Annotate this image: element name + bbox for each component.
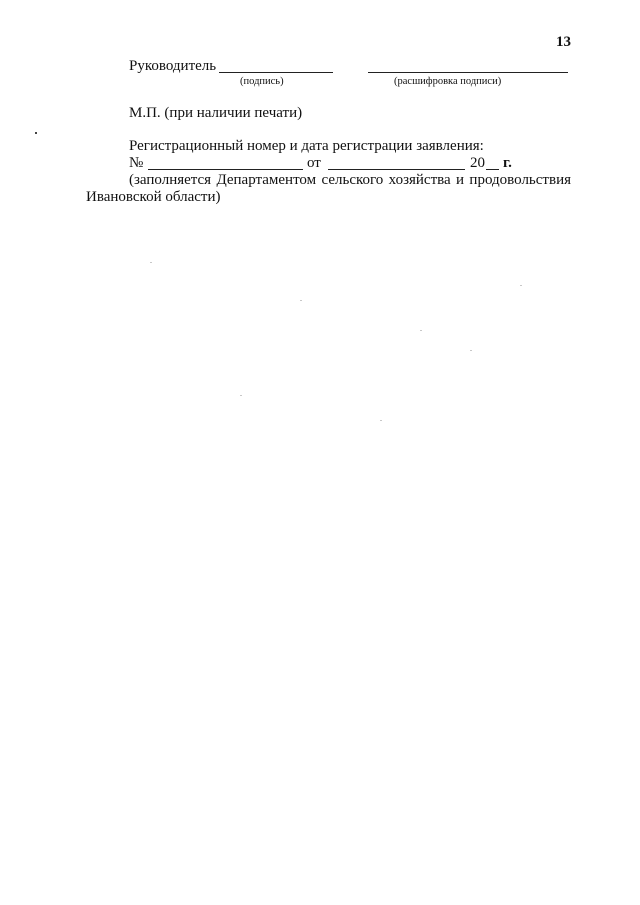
number-label: № <box>129 155 144 171</box>
scan-speck <box>470 350 472 351</box>
registration-note-line1: (заполняется Департаментом сельского хозяйства и продовольствия <box>129 172 571 188</box>
scan-speck <box>240 395 242 396</box>
head-label: Руководитель <box>129 58 217 74</box>
from-label: от <box>307 155 321 171</box>
scan-speck <box>35 132 37 134</box>
registration-date-line <box>328 169 465 170</box>
scan-speck <box>300 300 302 301</box>
year-prefix: 20 <box>470 155 485 171</box>
scan-speck <box>150 262 152 263</box>
stamp-note: М.П. (при наличии печати) <box>129 105 303 121</box>
year-suffix: г. <box>503 155 512 171</box>
page-number: 13 <box>556 34 571 50</box>
name-decoding-line <box>368 72 568 73</box>
year-line <box>486 169 499 170</box>
scan-speck <box>520 285 522 286</box>
registration-heading: Регистрационный номер и дата регистрации заявления: <box>129 138 484 154</box>
signature-caption: (подпись) <box>240 76 284 87</box>
registration-note-line2: Ивановской области) <box>86 189 221 205</box>
name-decoding-caption: (расшифровка подписи) <box>394 76 502 87</box>
registration-number-line <box>148 169 303 170</box>
scan-speck <box>420 330 422 331</box>
signature-line <box>219 72 333 73</box>
scan-speck <box>380 420 382 421</box>
